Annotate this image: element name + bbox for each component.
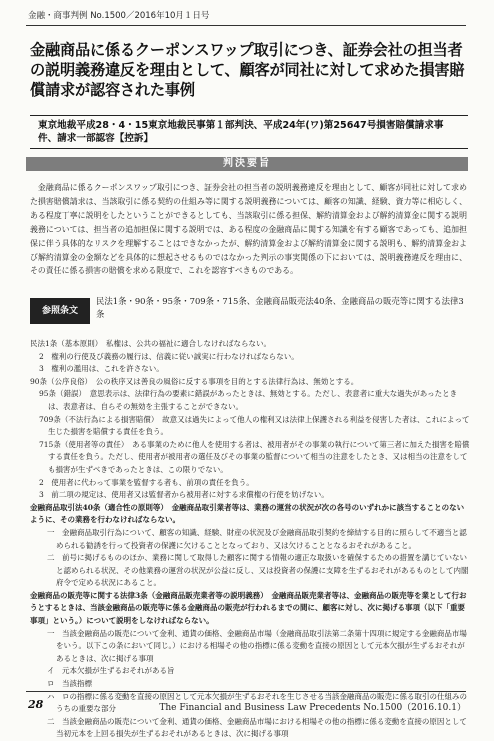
statute-paragraph: 3 前二項の規定は、使用者又は監督者から被用者に対する求償権の行使を妨げない。 <box>39 490 329 500</box>
statute-paragraph: 金融商品取引法40条（適合性の原則等） 金融商品取引業者等は、業務の運営の状況が次の各号のいずれかに該当することのないように、その業務を行わなければならない。 <box>30 502 465 525</box>
statute-paragraph: 民法1条（基本原則） 私権は、公共の福祉に適合しなければならない。 <box>30 339 272 348</box>
running-header: 金融・商事判例 No.1500／2016年10月１日号 <box>28 11 210 21</box>
statute-paragraph: 90条（公序良俗） 公の秩序又は善良の風俗に反する事項を目的とする法律行為は、無効とする。 <box>30 376 359 386</box>
statute-texts <box>30 338 470 741</box>
statute-paragraph: 709条（不法行為による損害賠償） 故意又は過失によって他人の権利又は法律上保護される利益を侵害した者は、これによって生じた損害を賠償する責任を負う。 <box>39 414 470 437</box>
statute-paragraph: 3 権利の濫用は、これを許さない。 <box>39 364 164 374</box>
judgment-summary: 金融商品に係るクーポンスワップ取引につき、証券会社の担当者の説明義務違反を理由として、顧客が同社に対して求めた損害賠償請求は、当該取引に係る契約の仕組み等に関する説明義務については、顧客の知識、経験、資力等に相応しく、ある程度丁寧に説明をしたということができるとしても、当該取引に係る担保、解約清算金および解約清算金に関する説明義務については、担当者の追加担保に関する説明では、ある程度の金融商品に関する知識を有する顧客であっても、追加担保に伴う具体的なリスクを理解することはできなかったが、解約清算金および解約清算金に関する説明も、解約清算金および解約清算金の金額などを具体的に想起させるものではなかった判示の事実関係の下においては、説明義務違反を理由に、その責任に係る損害の賠償を求める限度で、これを認容すべきものである。 <box>30 183 467 276</box>
reference-label: 参照条文 <box>30 298 90 324</box>
statute-paragraph: 2 使用者に代わって事業を監督する者も、前項の責任を負う。 <box>39 477 254 487</box>
journal-citation: The Financial and Business Law Precedents No.1500（2016.10.1） <box>159 703 466 713</box>
statute-paragraph: 二 当該金融商品の販売について金利、通貨の価格、金融商品市場における相場その他の指標に係る変動を直接の原因として当初元本を上回る損失が生ずるおそれがあるときは、次に掲げる事項 <box>47 716 467 739</box>
statute-paragraph: 715条（使用者等の責任） ある事業のために他人を使用する者は、被用者がその事業の執行について第三者に加えた損害を賠償する責任を負う。ただし、使用者が被用者の選任及びその事業の監督について相当の注意をしたとき、又は相当の注意をしても損害が生ずべきであったときは、この限りでない。 <box>39 439 470 474</box>
summary-banner <box>26 157 468 171</box>
statute-paragraph: イ 元本欠損が生ずるおそれがある旨 <box>47 666 175 676</box>
statute-paragraph: 95条（錯誤） 意思表示は、法律行為の要素に錯誤があったときは、無効とする。ただし、表意者に重大な過失があったときは、表意者は、自らその無効を主張することができない。 <box>39 389 458 411</box>
statute-paragraph: 一 当該金融商品の販売について金利、通貨の価格、金融商品市場（金融商品取引法第二条第十四項に規定する金融商品市場をいう。以下この条において同じ。）における相場その他の指標に係る変動を直接の原因として元本欠損が生ずるおそれがあるときは、次に掲げる事項 <box>47 628 467 663</box>
statute-paragraph: 金融商品の販売等に関する法律3条（金融商品販売業者等の説明義務） 金融商品販売業者等は、金融商品の販売等を業として行おうとするときは、当該金融商品の販売等に係る金融商品の販売が行われるまでの間に、顧客に対し、次に掲げる事項（以下「重要事項」という。）について説明をしなければならない。 <box>30 590 467 626</box>
reference-articles <box>30 295 470 327</box>
statute-paragraph: 一 金融商品取引行為について、顧客の知識、経験、財産の状況及び金融商品取引契約を締結する目的に照らして不適当と認められる勧誘を行って投資者の保護に欠けることとなっており、又は欠けることとなるおそれがあること。 <box>47 527 467 550</box>
reference-text: 民法1条・90条・95条・709条・715条、金融商品販売法40条、金融商品の販売等に関する法律3条 <box>96 296 464 319</box>
statute-paragraph: ハ ロの指標に係る変動を直接の原因として元本欠損が生ずるおそれを生じさせる当該金融商品の販売に係る取引の仕組みのうちの重要な部分 <box>47 691 467 714</box>
page-number: 28 <box>28 698 44 711</box>
statute-paragraph: 2 権利の行使及び義務の履行は、信義に従い誠実に行わなければならない。 <box>39 351 299 361</box>
footer-rule <box>26 691 466 692</box>
summary-banner-label: 判決要旨 <box>223 158 271 169</box>
header-rule <box>26 25 466 26</box>
case-citation: 東京地裁平成28・4・15東京地裁民事第１部判決、平成24年(ワ)第25647号損害賠償請求事件、請求一部認容【控訴】 <box>30 115 468 149</box>
statute-paragraph: 二 前号に掲げるもののほか、業務に関して取得した顧客に関する情報の適正な取扱いを確保するための措置を講じていないと認められる状況、その他業務の運営の状況が公益に反し、又は投資者の保護に支障を生ずるおそれがあるものとして内閣府令で定める状況にあること。 <box>47 553 469 588</box>
case-title: 金融商品に係るクーポンスワップ取引につき、証券会社の担当者の説明義務違反を理由として、顧客が同社に対して求めた損害賠償請求が認容された事例 <box>30 41 465 99</box>
statute-paragraph: ロ 当該指標 <box>47 679 92 689</box>
